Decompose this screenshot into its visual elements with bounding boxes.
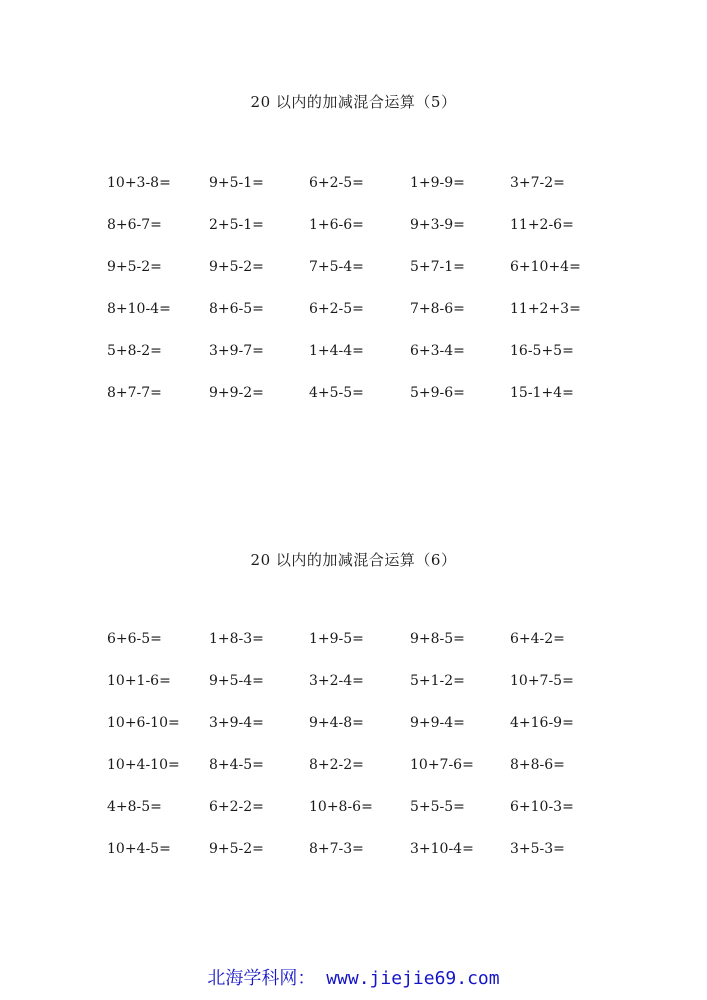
- problem-row: [107, 217, 627, 259]
- math-problem: 3+10-4=: [410, 841, 474, 857]
- section-title: 20 以内的加减混合运算（5）: [250, 93, 457, 111]
- math-problem: 6+2-5=: [309, 301, 364, 317]
- problem-row: [107, 175, 627, 217]
- problem-row: [107, 385, 627, 427]
- math-problem: 15-1+4=: [510, 385, 574, 401]
- problem-grid: [107, 175, 627, 427]
- math-problem: 8+6-7=: [107, 217, 162, 233]
- math-problem: 8+7-7=: [107, 385, 162, 401]
- math-problem: 1+8-3=: [209, 631, 264, 647]
- math-problem: 5+7-1=: [410, 259, 465, 275]
- problem-row: [107, 841, 627, 883]
- math-problem: 7+8-6=: [410, 301, 465, 317]
- math-problem: 16-5+5=: [510, 343, 574, 359]
- math-problem: 8+6-5=: [209, 301, 264, 317]
- math-problem: 11+2-6=: [510, 217, 574, 233]
- problem-row: [107, 757, 627, 799]
- problem-grid: [107, 631, 627, 883]
- math-problem: 9+5-2=: [107, 259, 162, 275]
- math-problem: 10+4-10=: [107, 757, 180, 773]
- math-problem: 6+10+4=: [510, 259, 581, 275]
- math-problem: 3+5-3=: [510, 841, 565, 857]
- math-problem: 10+4-5=: [107, 841, 171, 857]
- math-problem: 9+4-8=: [309, 715, 364, 731]
- math-problem: 7+5-4=: [309, 259, 364, 275]
- math-problem: 8+2-2=: [309, 757, 364, 773]
- math-problem: 9+9-2=: [209, 385, 264, 401]
- math-problem: 10+7-5=: [510, 673, 574, 689]
- math-problem: 1+9-5=: [309, 631, 364, 647]
- section-title: 20 以内的加减混合运算（6）: [250, 551, 457, 569]
- math-problem: 6+10-3=: [510, 799, 574, 815]
- problem-row: [107, 715, 627, 757]
- math-problem: 8+8-6=: [510, 757, 565, 773]
- math-problem: 6+4-2=: [510, 631, 565, 647]
- math-problem: 9+5-4=: [209, 673, 264, 689]
- math-problem: 1+4-4=: [309, 343, 364, 359]
- math-problem: 10+1-6=: [107, 673, 171, 689]
- problem-row: [107, 259, 627, 301]
- math-problem: 9+5-2=: [209, 841, 264, 857]
- math-problem: 10+6-10=: [107, 715, 180, 731]
- math-problem: 2+5-1=: [209, 217, 264, 233]
- problem-row: [107, 673, 627, 715]
- math-problem: 6+6-5=: [107, 631, 162, 647]
- footer-watermark: 北海学科网： www.jiejie69.com: [207, 968, 500, 989]
- math-problem: 4+5-5=: [309, 385, 364, 401]
- math-problem: 9+8-5=: [410, 631, 465, 647]
- math-problem: 3+9-4=: [209, 715, 264, 731]
- math-problem: 5+5-5=: [410, 799, 465, 815]
- math-problem: 4+8-5=: [107, 799, 162, 815]
- problem-row: [107, 631, 627, 673]
- math-problem: 10+8-6=: [309, 799, 373, 815]
- math-problem: 9+5-2=: [209, 259, 264, 275]
- math-problem: 11+2+3=: [510, 301, 581, 317]
- math-problem: 5+9-6=: [410, 385, 465, 401]
- math-problem: 1+6-6=: [309, 217, 364, 233]
- math-problem: 8+7-3=: [309, 841, 364, 857]
- math-problem: 9+5-1=: [209, 175, 264, 191]
- math-problem: 3+7-2=: [510, 175, 565, 191]
- problem-row: [107, 301, 627, 343]
- math-problem: 3+2-4=: [309, 673, 364, 689]
- problem-row: [107, 799, 627, 841]
- math-problem: 6+2-5=: [309, 175, 364, 191]
- math-problem: 8+10-4=: [107, 301, 171, 317]
- math-problem: 10+3-8=: [107, 175, 171, 191]
- math-problem: 9+9-4=: [410, 715, 465, 731]
- math-problem: 6+2-2=: [209, 799, 264, 815]
- math-problem: 9+3-9=: [410, 217, 465, 233]
- math-problem: 4+16-9=: [510, 715, 574, 731]
- math-problem: 8+4-5=: [209, 757, 264, 773]
- math-problem: 6+3-4=: [410, 343, 465, 359]
- math-problem: 5+8-2=: [107, 343, 162, 359]
- math-problem: 5+1-2=: [410, 673, 465, 689]
- math-problem: 3+9-7=: [209, 343, 264, 359]
- problem-row: [107, 343, 627, 385]
- math-problem: 1+9-9=: [410, 175, 465, 191]
- math-problem: 10+7-6=: [410, 757, 474, 773]
